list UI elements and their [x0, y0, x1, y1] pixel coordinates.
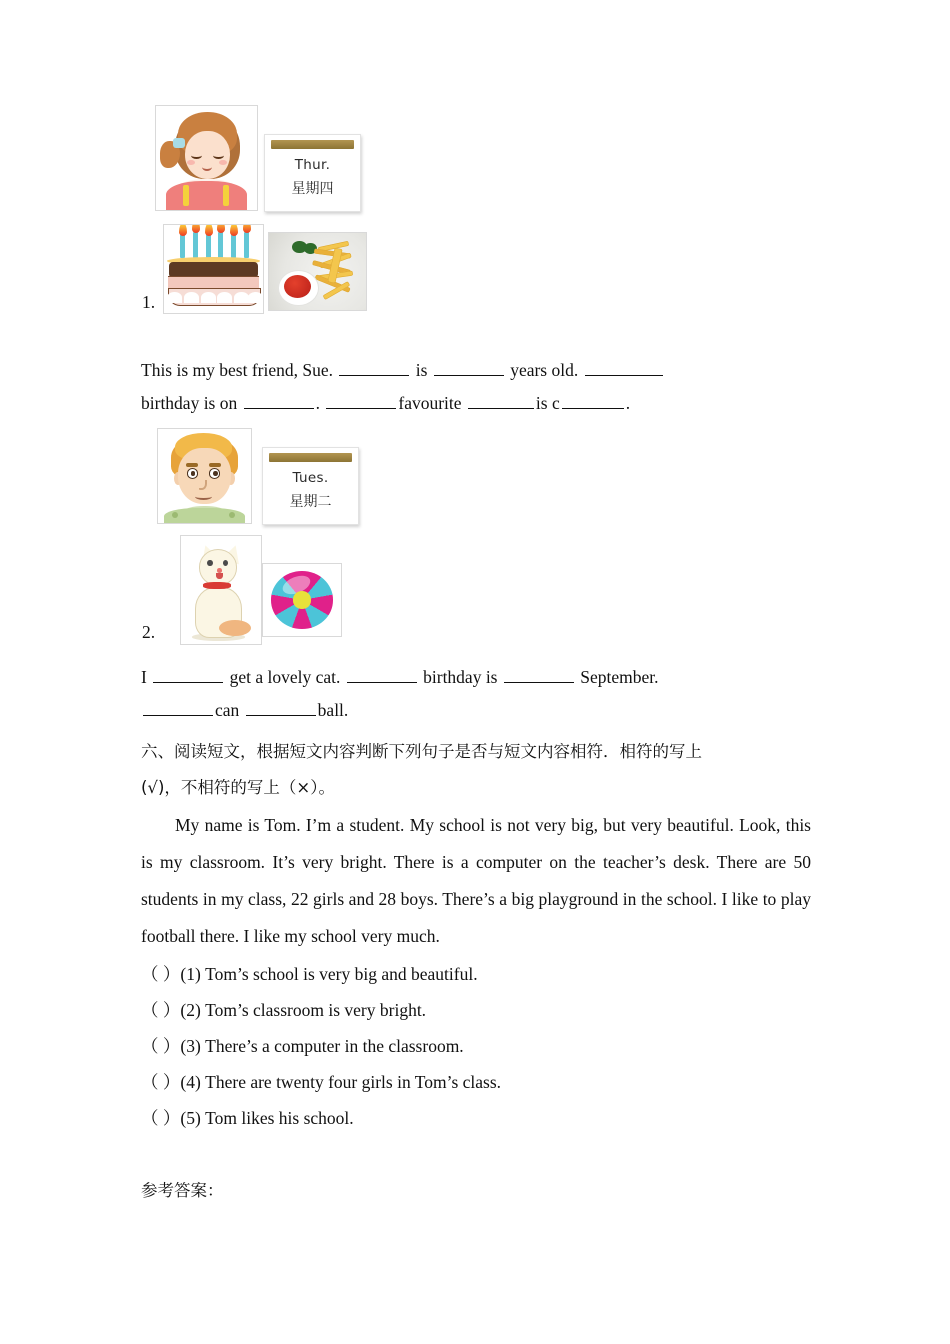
exercise-six-instruction-line-2: (√)，不相符的写上（×）。 — [141, 778, 335, 797]
answer-blank[interactable] — [347, 667, 417, 683]
answer-blank[interactable] — [246, 700, 316, 716]
tf-question-text: Tom likes his school. — [205, 1108, 354, 1128]
calendar-day-en: Tues. — [292, 470, 329, 486]
white-cat-image — [180, 535, 262, 645]
sentence-text: birthday is — [423, 667, 498, 687]
sentence-text: favourite — [398, 393, 462, 413]
tf-question-label: (4) — [180, 1072, 201, 1092]
answer-blank[interactable] — [153, 667, 223, 683]
tf-question-1 — [141, 956, 478, 993]
girl-portrait-image — [155, 105, 258, 211]
tf-question-label: (3) — [180, 1036, 201, 1056]
item-2-sentence-line-1 — [141, 659, 659, 696]
birthday-cake-image — [163, 224, 264, 314]
tf-answer-bracket[interactable]: （ ） — [141, 1036, 181, 1056]
sentence-text: I — [141, 667, 147, 687]
tf-question-label: (2) — [180, 1000, 201, 1020]
item-1-sentence-line-2 — [141, 385, 630, 422]
answer-blank[interactable] — [326, 393, 396, 409]
sentence-text: This is my best friend, Sue. — [141, 360, 333, 380]
item-number-1: 1. — [142, 292, 156, 312]
calendar-top-bar — [269, 453, 352, 462]
calendar-day-cn: 星期二 — [289, 494, 332, 510]
tf-question-text: There are twenty four girls in Tom’s class. — [205, 1072, 502, 1092]
boy-illustration — [158, 429, 251, 523]
ball-illustration — [263, 564, 341, 636]
sentence-text: is c — [535, 393, 560, 413]
tf-answer-bracket[interactable]: （ ） — [141, 1072, 181, 1092]
tf-question-text: Tom’s school is very big and beautiful. — [205, 964, 478, 984]
answer-blank[interactable] — [434, 360, 504, 376]
tf-answer-bracket[interactable]: （ ） — [141, 1000, 181, 1020]
calendar-text — [263, 470, 358, 511]
sentence-text: can — [215, 700, 240, 720]
tf-question-text: Tom’s classroom is very bright. — [205, 1000, 427, 1020]
sentence-text: get a lovely cat. — [229, 667, 341, 687]
answer-key-heading: 参考答案： — [141, 1181, 224, 1200]
sentence-text: is — [415, 360, 428, 380]
tf-answer-bracket[interactable]: （ ） — [141, 1108, 181, 1128]
answer-blank[interactable] — [585, 360, 663, 376]
tf-question-3 — [141, 1028, 464, 1065]
sentence-text: September. — [580, 667, 659, 687]
answer-blank[interactable] — [504, 667, 574, 683]
item-number-2: 2. — [142, 622, 156, 642]
fries-photo — [269, 233, 366, 310]
answer-blank[interactable] — [468, 393, 534, 409]
exercise-six-instruction-line-1: 六、阅读短文，根据短文内容判断下列句子是否与短文内容相符．相符的写上 — [141, 742, 702, 761]
sentence-text: . — [315, 393, 320, 413]
sentence-text: years old. — [510, 360, 579, 380]
item-2-sentence-line-2 — [141, 692, 348, 729]
calendar-card-tuesday — [262, 447, 359, 525]
boy-portrait-image — [157, 428, 252, 524]
tf-question-5 — [141, 1100, 354, 1137]
tf-question-label: (1) — [180, 964, 201, 984]
sentence-text: ball. — [317, 700, 349, 720]
sentence-text: . — [625, 393, 631, 413]
calendar-text — [265, 157, 360, 198]
sentence-text: birthday is on — [141, 393, 238, 413]
girl-illustration — [156, 106, 257, 210]
tf-answer-bracket[interactable]: （ ） — [141, 964, 181, 984]
cake-illustration — [164, 225, 263, 313]
calendar-day-cn: 星期四 — [291, 181, 334, 197]
calendar-card-thursday — [264, 134, 361, 212]
calendar-day-en: Thur. — [294, 157, 331, 173]
item-1-sentence-line-1 — [141, 352, 665, 389]
tf-question-label: (5) — [180, 1108, 201, 1128]
answer-blank[interactable] — [339, 360, 409, 376]
reading-passage: My name is Tom. I’m a student. My school is not very big, but very beautiful. Look, this is my classroom. It’s very bright. There is a computer on the teacher’s desk. There are 50 students in my class, 22 girls and 28 boys. There’s a big playground in the school. I like to play football there. I like my school very much. — [141, 815, 811, 946]
french-fries-image — [268, 232, 367, 311]
cat-illustration — [181, 536, 261, 644]
answer-blank[interactable] — [244, 393, 314, 409]
answer-blank[interactable] — [143, 700, 213, 716]
tf-question-2 — [141, 992, 426, 1029]
calendar-top-bar — [271, 140, 354, 149]
tf-question-4 — [141, 1064, 501, 1101]
answer-blank[interactable] — [562, 393, 624, 409]
beach-ball-image — [262, 563, 342, 637]
tf-question-text: There’s a computer in the classroom. — [205, 1036, 464, 1056]
